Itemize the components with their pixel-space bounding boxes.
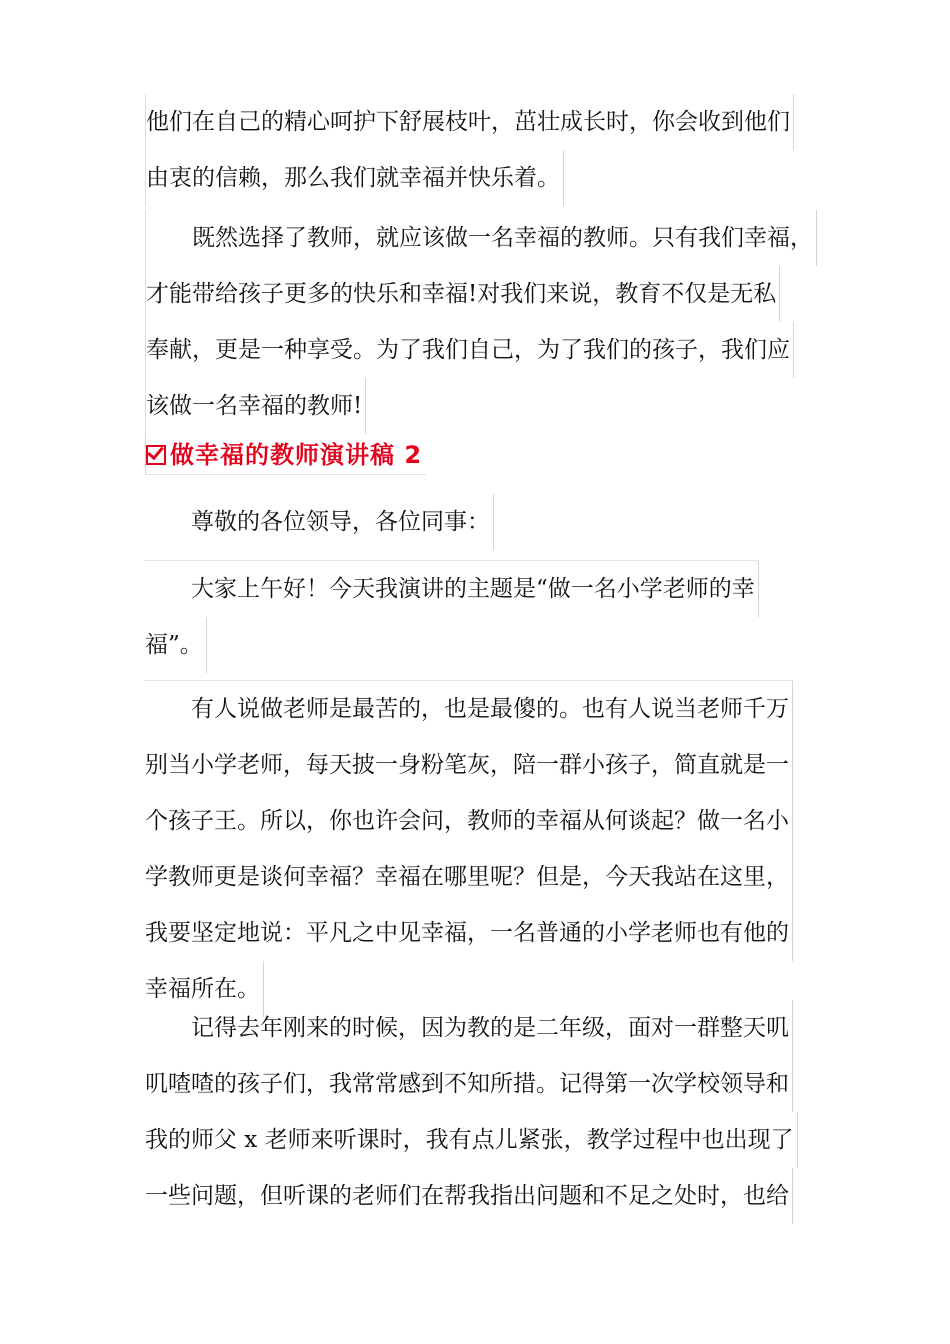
text-line: 个孩子王。所以，你也许会问，教师的幸福从何谈起？做一名小 [145,793,793,849]
paragraph-4 [145,680,793,1017]
salutation [145,494,494,550]
text-line: 学教师更是谈何幸福？幸福在哪里呢？但是，今天我站在这里， [145,849,793,905]
heading-text: 做幸福的教师演讲稿 2 [170,440,423,469]
text-line: 我要坚定地说：平凡之中见幸福，一名普通的小学老师也有他的 [145,905,793,961]
text-line: 奉献，更是一种享受。为了我们自己，为了我们的孩子，我们应 [146,322,794,378]
paragraph-5 [145,1000,798,1224]
checkbox-checked-icon [146,445,166,465]
text-line: 尊敬的各位领导，各位同事： [145,494,494,550]
text-line: 才能带给孩子更多的快乐和幸福!对我们来说，教育不仅是无私 [146,266,780,322]
paragraph-1 [145,94,794,206]
text-line: 他们在自己的精心呵护下舒展枝叶，茁壮成长时，你会收到他们 [146,94,794,150]
paragraph-3 [145,560,759,673]
text-line: 别当小学老师，每天披一身粉笔灰，陪一群小孩子，简直就是一 [145,737,793,793]
text-line: 福”。 [145,617,207,673]
paragraph-2 [145,210,817,434]
text-line: 我的师父 x 老师来听课时，我有点儿紧张，教学过程中也出现了 [145,1112,798,1168]
text-line: 该做一名幸福的教师! [146,378,366,434]
text-line: 叽喳喳的孩子们，我常常感到不知所措。记得第一次学校领导和 [145,1056,793,1112]
text-line: 幸福所在。 [145,961,264,1017]
text-line: 记得去年刚来的时候，因为教的是二年级，面对一群整天叽 [145,1000,793,1056]
text-line: 既然选择了教师，就应该做一名幸福的教师。只有我们幸福， [146,210,817,266]
section-heading [145,430,426,475]
text-line: 由衷的信赖，那么我们就幸福并快乐着。 [146,150,564,206]
text-line: 大家上午好！今天我演讲的主题是“做一名小学老师的幸 [145,561,759,617]
text-line: 一些问题，但听课的老师们在帮我指出问题和不足之处时，也给 [145,1168,793,1224]
text-line: 有人说做老师是最苦的，也是最傻的。也有人说当老师千万 [145,681,793,737]
